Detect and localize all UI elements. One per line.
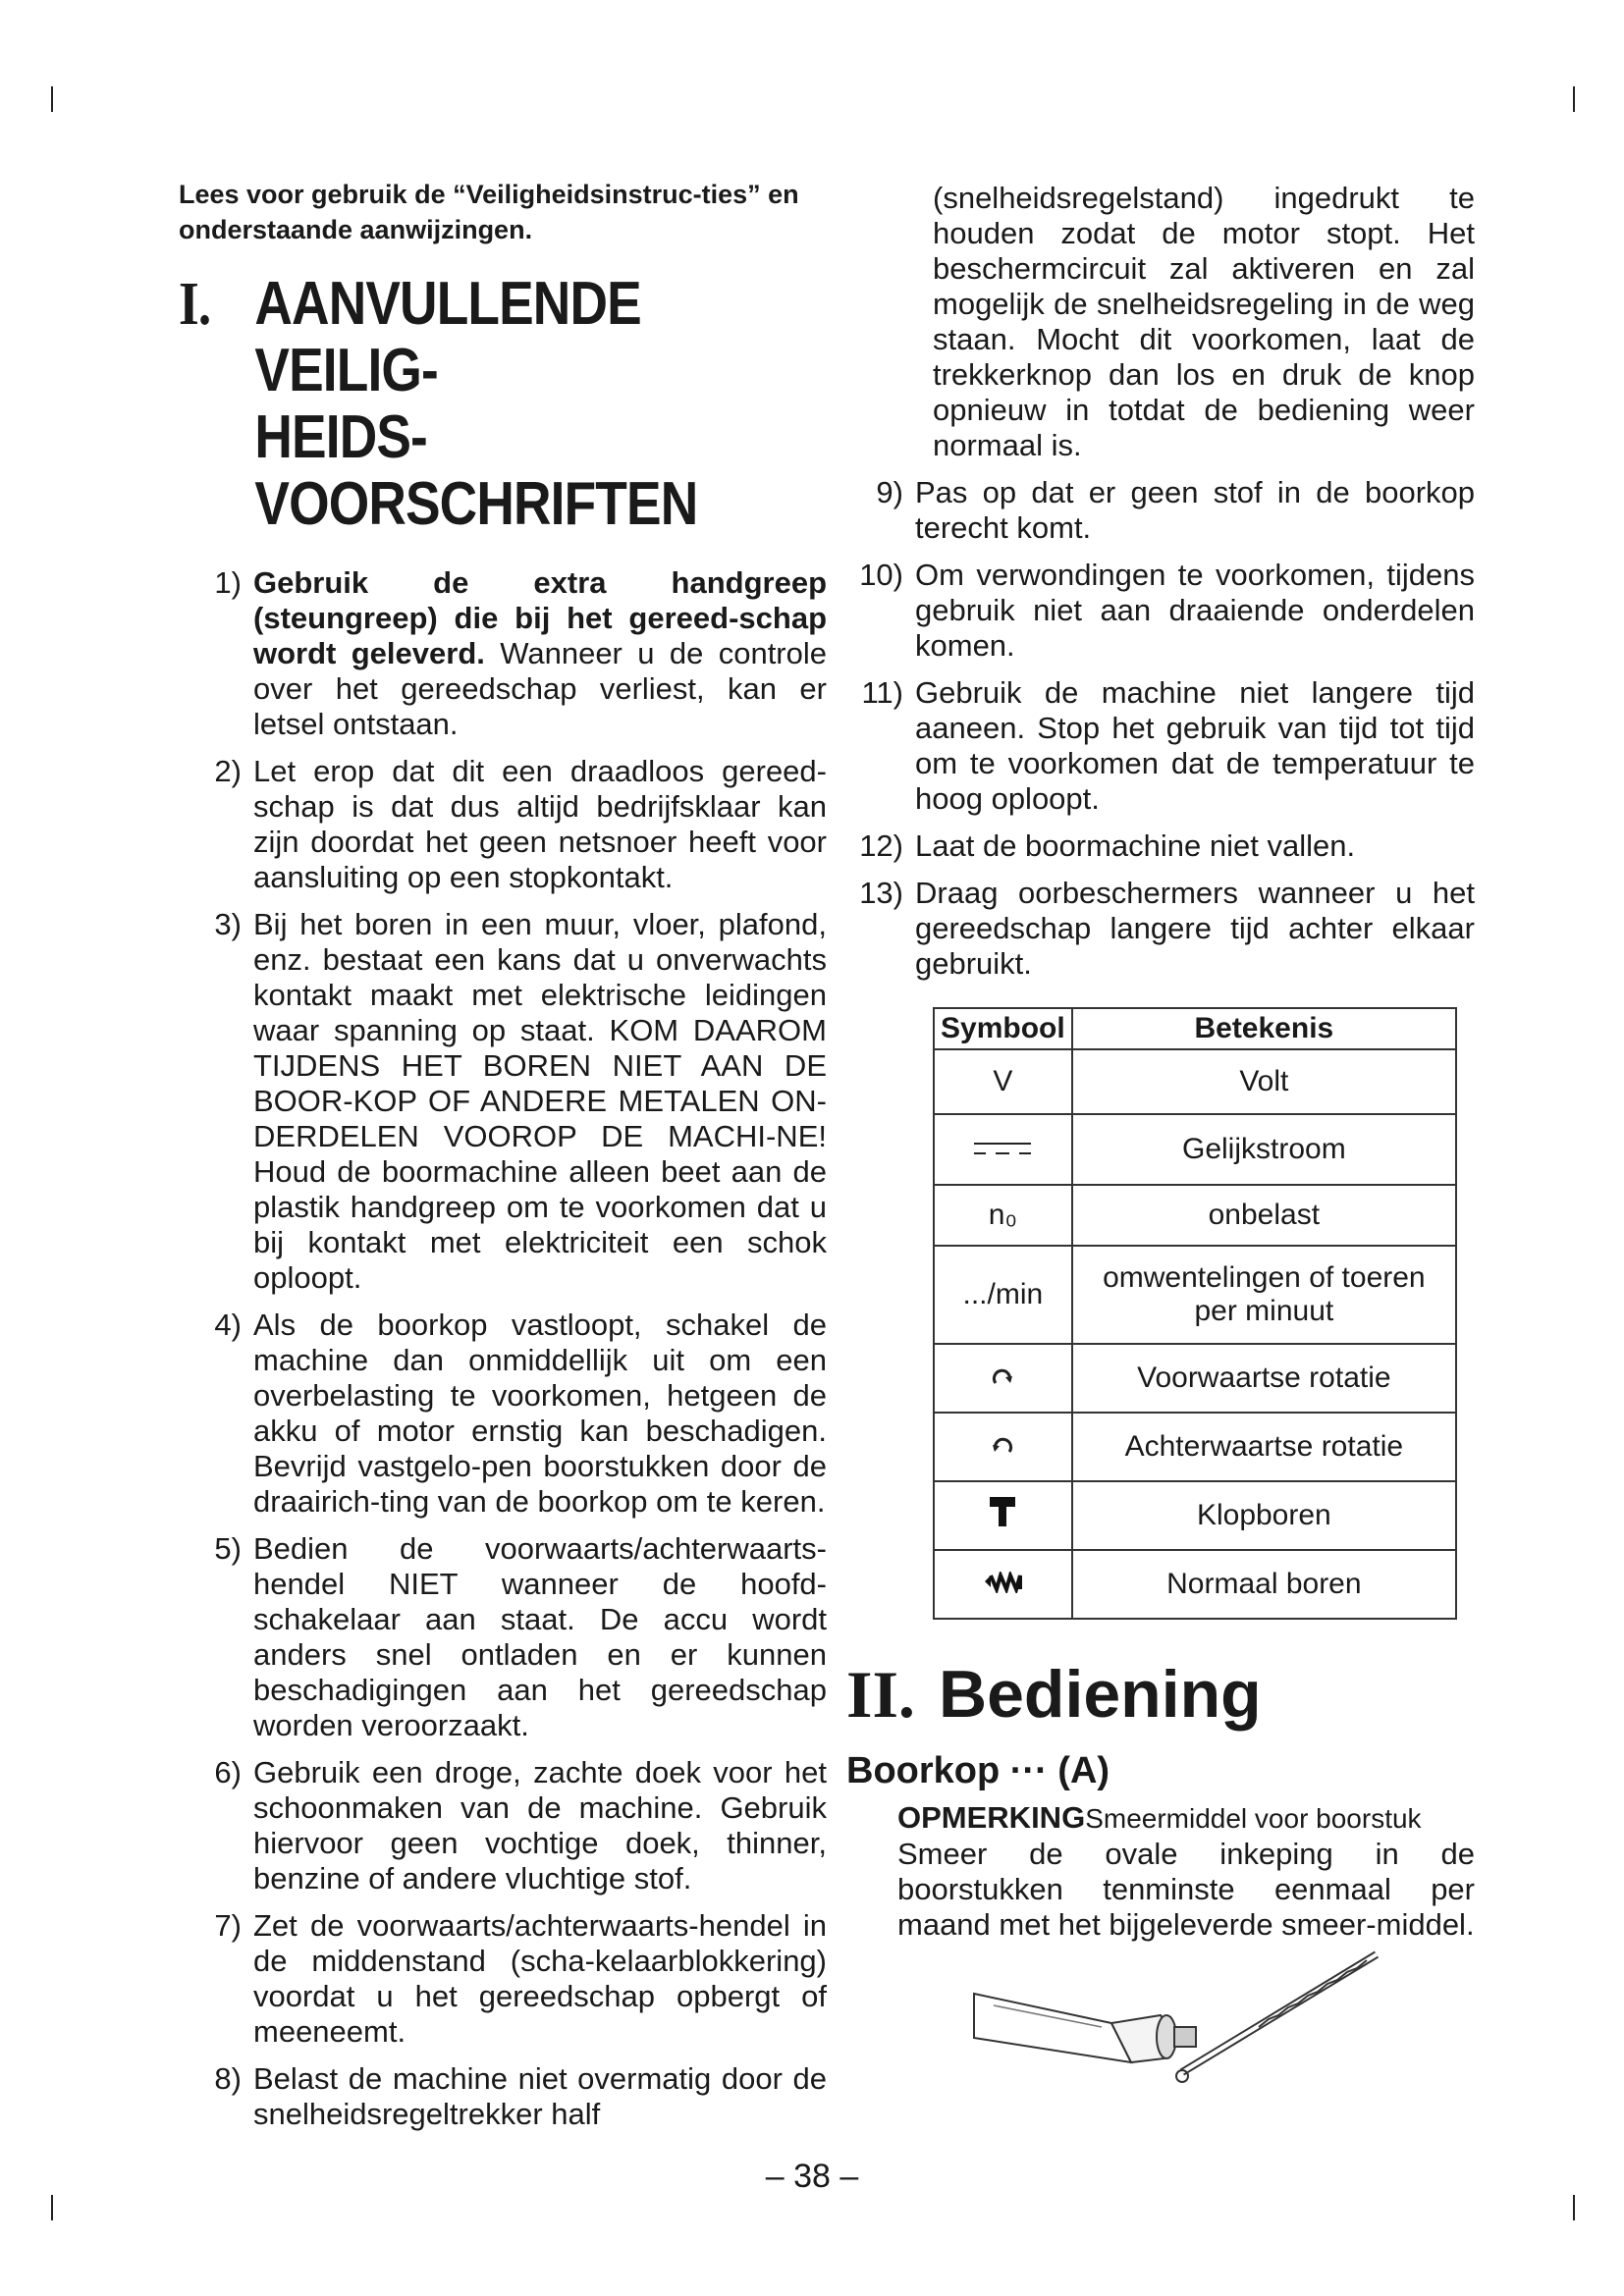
section-2-title: Bediening — [939, 1657, 1262, 1732]
list-item — [179, 1308, 827, 1520]
meaning-cell: Klopboren — [1072, 1481, 1456, 1550]
item-number: 12) — [859, 828, 903, 863]
item-text: Wanneer u de controle over het gereedschap verliest, kan er letsel ontstaan. — [253, 636, 827, 741]
item-number: 9) — [876, 475, 903, 509]
item-number: 4) — [214, 1308, 242, 1342]
list-item — [179, 565, 827, 742]
symbol-cell: n₀ — [934, 1185, 1072, 1246]
item-text: Gebruik een droge, zachte doek voor het schoonmaken van de machine. Gebruik hiervoor geen vochtige doek, thinner, benzine of andere vluchtige stof. — [253, 1755, 827, 1896]
list-item — [846, 828, 1475, 864]
header-meaning: Betekenis — [1072, 1008, 1456, 1049]
crop-mark-bottom-left — [51, 2195, 53, 2220]
symbol-table — [933, 1007, 1457, 1620]
item-text: Draag oorbeschermers wanneer u het gereedschap langere tijd achter elkaar gebruikt. — [915, 876, 1475, 981]
list-item — [846, 675, 1475, 817]
item-number: 10) — [859, 558, 903, 592]
list-item — [179, 1908, 827, 2050]
table-row — [934, 1185, 1456, 1246]
intro-text: Lees voor gebruik de “Veiligheidsinstruc-ties” en onderstaande aanwijzingen. — [179, 180, 799, 244]
meaning-cell: Achterwaartse rotatie — [1072, 1413, 1456, 1481]
item-8-continued: (snelheidsregelstand) ingedrukt te houden zodat de motor stopt. Het beschermcircuit zal aktiveren en zal mogelijk de snelheidsregeling in de weg staan. Mocht dit voorkomen, laat de trekkerknop dan los en druk de knop opnieuw in totdat de bediening weer normaal is. — [933, 181, 1475, 462]
list-item — [179, 754, 827, 895]
list-item — [179, 1755, 827, 1896]
table-row — [934, 1114, 1456, 1185]
meaning-cell: Voorwaartse rotatie — [1072, 1344, 1456, 1413]
item-text: Laat de boormachine niet vallen. — [915, 828, 1356, 863]
item-text: Om verwondingen te voorkomen, tijdens gebruik niet aan draaiende onderdelen komen. — [915, 558, 1475, 663]
symbol-cell — [934, 1413, 1072, 1481]
crop-mark-top-right — [1573, 86, 1575, 112]
left-column — [179, 177, 827, 2144]
list-item — [846, 475, 1475, 546]
section-1-number: I. — [179, 271, 211, 338]
meaning-cell: Volt — [1072, 1049, 1456, 1114]
item-text: Bedien de voorwaarts/achterwaarts-hendel NIET wanneer de hoofd-schakelaar aan staat. De accu wordt anders snel ontladen en er kunnen beschadigingen aan het gereedschap worden veroorzaakt. — [253, 1531, 827, 1742]
hammer-drill-icon — [988, 1495, 1017, 1528]
item-number: 6) — [214, 1755, 242, 1789]
table-row — [934, 1413, 1456, 1481]
symbol-cell: V — [934, 1049, 1072, 1114]
direct-current-icon — [972, 1139, 1033, 1158]
table-row — [934, 1481, 1456, 1550]
section-2-heading — [846, 1655, 1475, 1734]
section-2-number: II. — [846, 1657, 915, 1732]
list-item — [179, 1531, 827, 1743]
item-text: Pas op dat er geen stof in de boorkop terecht komt. — [915, 475, 1475, 545]
symbol-cell — [934, 1550, 1072, 1619]
subsection-heading: Boorkop ··· (A) — [846, 1750, 1110, 1791]
right-column — [846, 181, 1475, 2111]
item-number: 3) — [214, 907, 242, 941]
section-1-title-line2: HEIDS-VOORSCHRIFTEN — [254, 403, 698, 538]
page-number: – 38 – — [765, 2158, 859, 2195]
symbol-cell — [934, 1114, 1072, 1185]
item-number: 11) — [861, 675, 903, 710]
item-number: 2) — [214, 754, 242, 788]
table-header-row — [934, 1008, 1456, 1049]
crop-mark-bottom-right — [1573, 2195, 1575, 2220]
item-text: Als de boorkop vastloopt, schakel de machine dan onmiddellijk uit om een overbelasting te voorkomen, hetgeen de akku of motor ernstig kan beschadigen. Bevrijd vastgelo-pen boorstukken door de draairich-ting van de boorkop om te keren. — [253, 1308, 827, 1519]
meaning-cell: onbelast — [1072, 1185, 1456, 1246]
symbol-cell: .../min — [934, 1246, 1072, 1344]
item-bold-text: Gebruik de extra handgreep (steungreep) die bij het gereed-schap wordt geleverd. — [253, 565, 827, 670]
table-row — [934, 1550, 1456, 1619]
crop-mark-top-left — [51, 86, 53, 112]
drill-bit-icon — [983, 1572, 1022, 1593]
table-row — [934, 1246, 1456, 1344]
symbol-cell — [934, 1344, 1072, 1413]
item-number: 1) — [214, 565, 242, 600]
lubricant-tube-illustration — [964, 1945, 1396, 2111]
item-text: Let erop dat dit een draadloos gereed-schap is dat dus altijd bedrijfsklaar kan zijn doordat het geen netsnoer heeft voor aansluiting op een stopkontakt. — [253, 754, 827, 894]
item-number: 8) — [214, 2061, 242, 2096]
list-item — [846, 876, 1475, 982]
table-row — [934, 1344, 1456, 1413]
item-text: Zet de voorwaarts/achterwaarts-hendel in de middenstand (scha-kelaarblokkering) voordat u het gereedschap opbergt of meeneemt. — [253, 1908, 827, 2049]
section-1-heading — [179, 271, 838, 538]
meaning-cell: Normaal boren — [1072, 1550, 1456, 1619]
item-text: Belast de machine niet overmatig door de snelheidsregeltrekker half — [253, 2061, 827, 2131]
list-item — [179, 907, 827, 1296]
list-item — [846, 558, 1475, 664]
item-text: Bij het boren in een muur, vloer, plafond, enz. bestaat een kans dat u onverwachts kontakt maakt met elektrische leidingen waar spanning op staat. KOM DAAROM TIJDENS HET BOREN NIET AAN DE BOOR-KOP OF ANDERE METALEN ON-DERDELEN VOOROP DE MACHI-NE! Houd de boormachine alleen beet aan de plastik handgreep om te voorkomen dat u bij kontakt met elektriciteit een schok oploopt. — [253, 907, 827, 1295]
list-item — [179, 2061, 827, 2132]
section-1-title-line1: AANVULLENDE VEILIG- — [254, 270, 641, 404]
table-row — [934, 1049, 1456, 1114]
item-number: 5) — [214, 1531, 242, 1566]
note-label-tail: Smeermiddel voor boorstuk — [1085, 1803, 1422, 1834]
safety-list-left — [179, 565, 827, 2132]
item-text: Gebruik de machine niet langere tijd aaneen. Stop het gebruik van tijd tot tijd om te voorkomen dat de temperatuur te hoog oploopt. — [915, 675, 1475, 816]
note-block — [846, 1800, 1475, 1943]
item-number: 13) — [859, 876, 903, 910]
reverse-rotation-icon — [992, 1432, 1013, 1456]
meaning-cell: Gelijkstroom — [1072, 1114, 1456, 1185]
note-text: Smeer de ovale inkeping in de boorstukken tenminste eenmaal per maand met het bijgeleverde smeer-middel. — [897, 1837, 1475, 1942]
forward-rotation-icon — [992, 1363, 1013, 1387]
meaning-cell: omwentelingen of toeren per minuut — [1072, 1246, 1456, 1344]
safety-list-right — [846, 475, 1475, 982]
symbol-cell — [934, 1481, 1072, 1550]
header-symbol: Symbool — [934, 1008, 1072, 1049]
note-label: OPMERKING — [897, 1800, 1086, 1835]
item-number: 7) — [214, 1908, 242, 1943]
